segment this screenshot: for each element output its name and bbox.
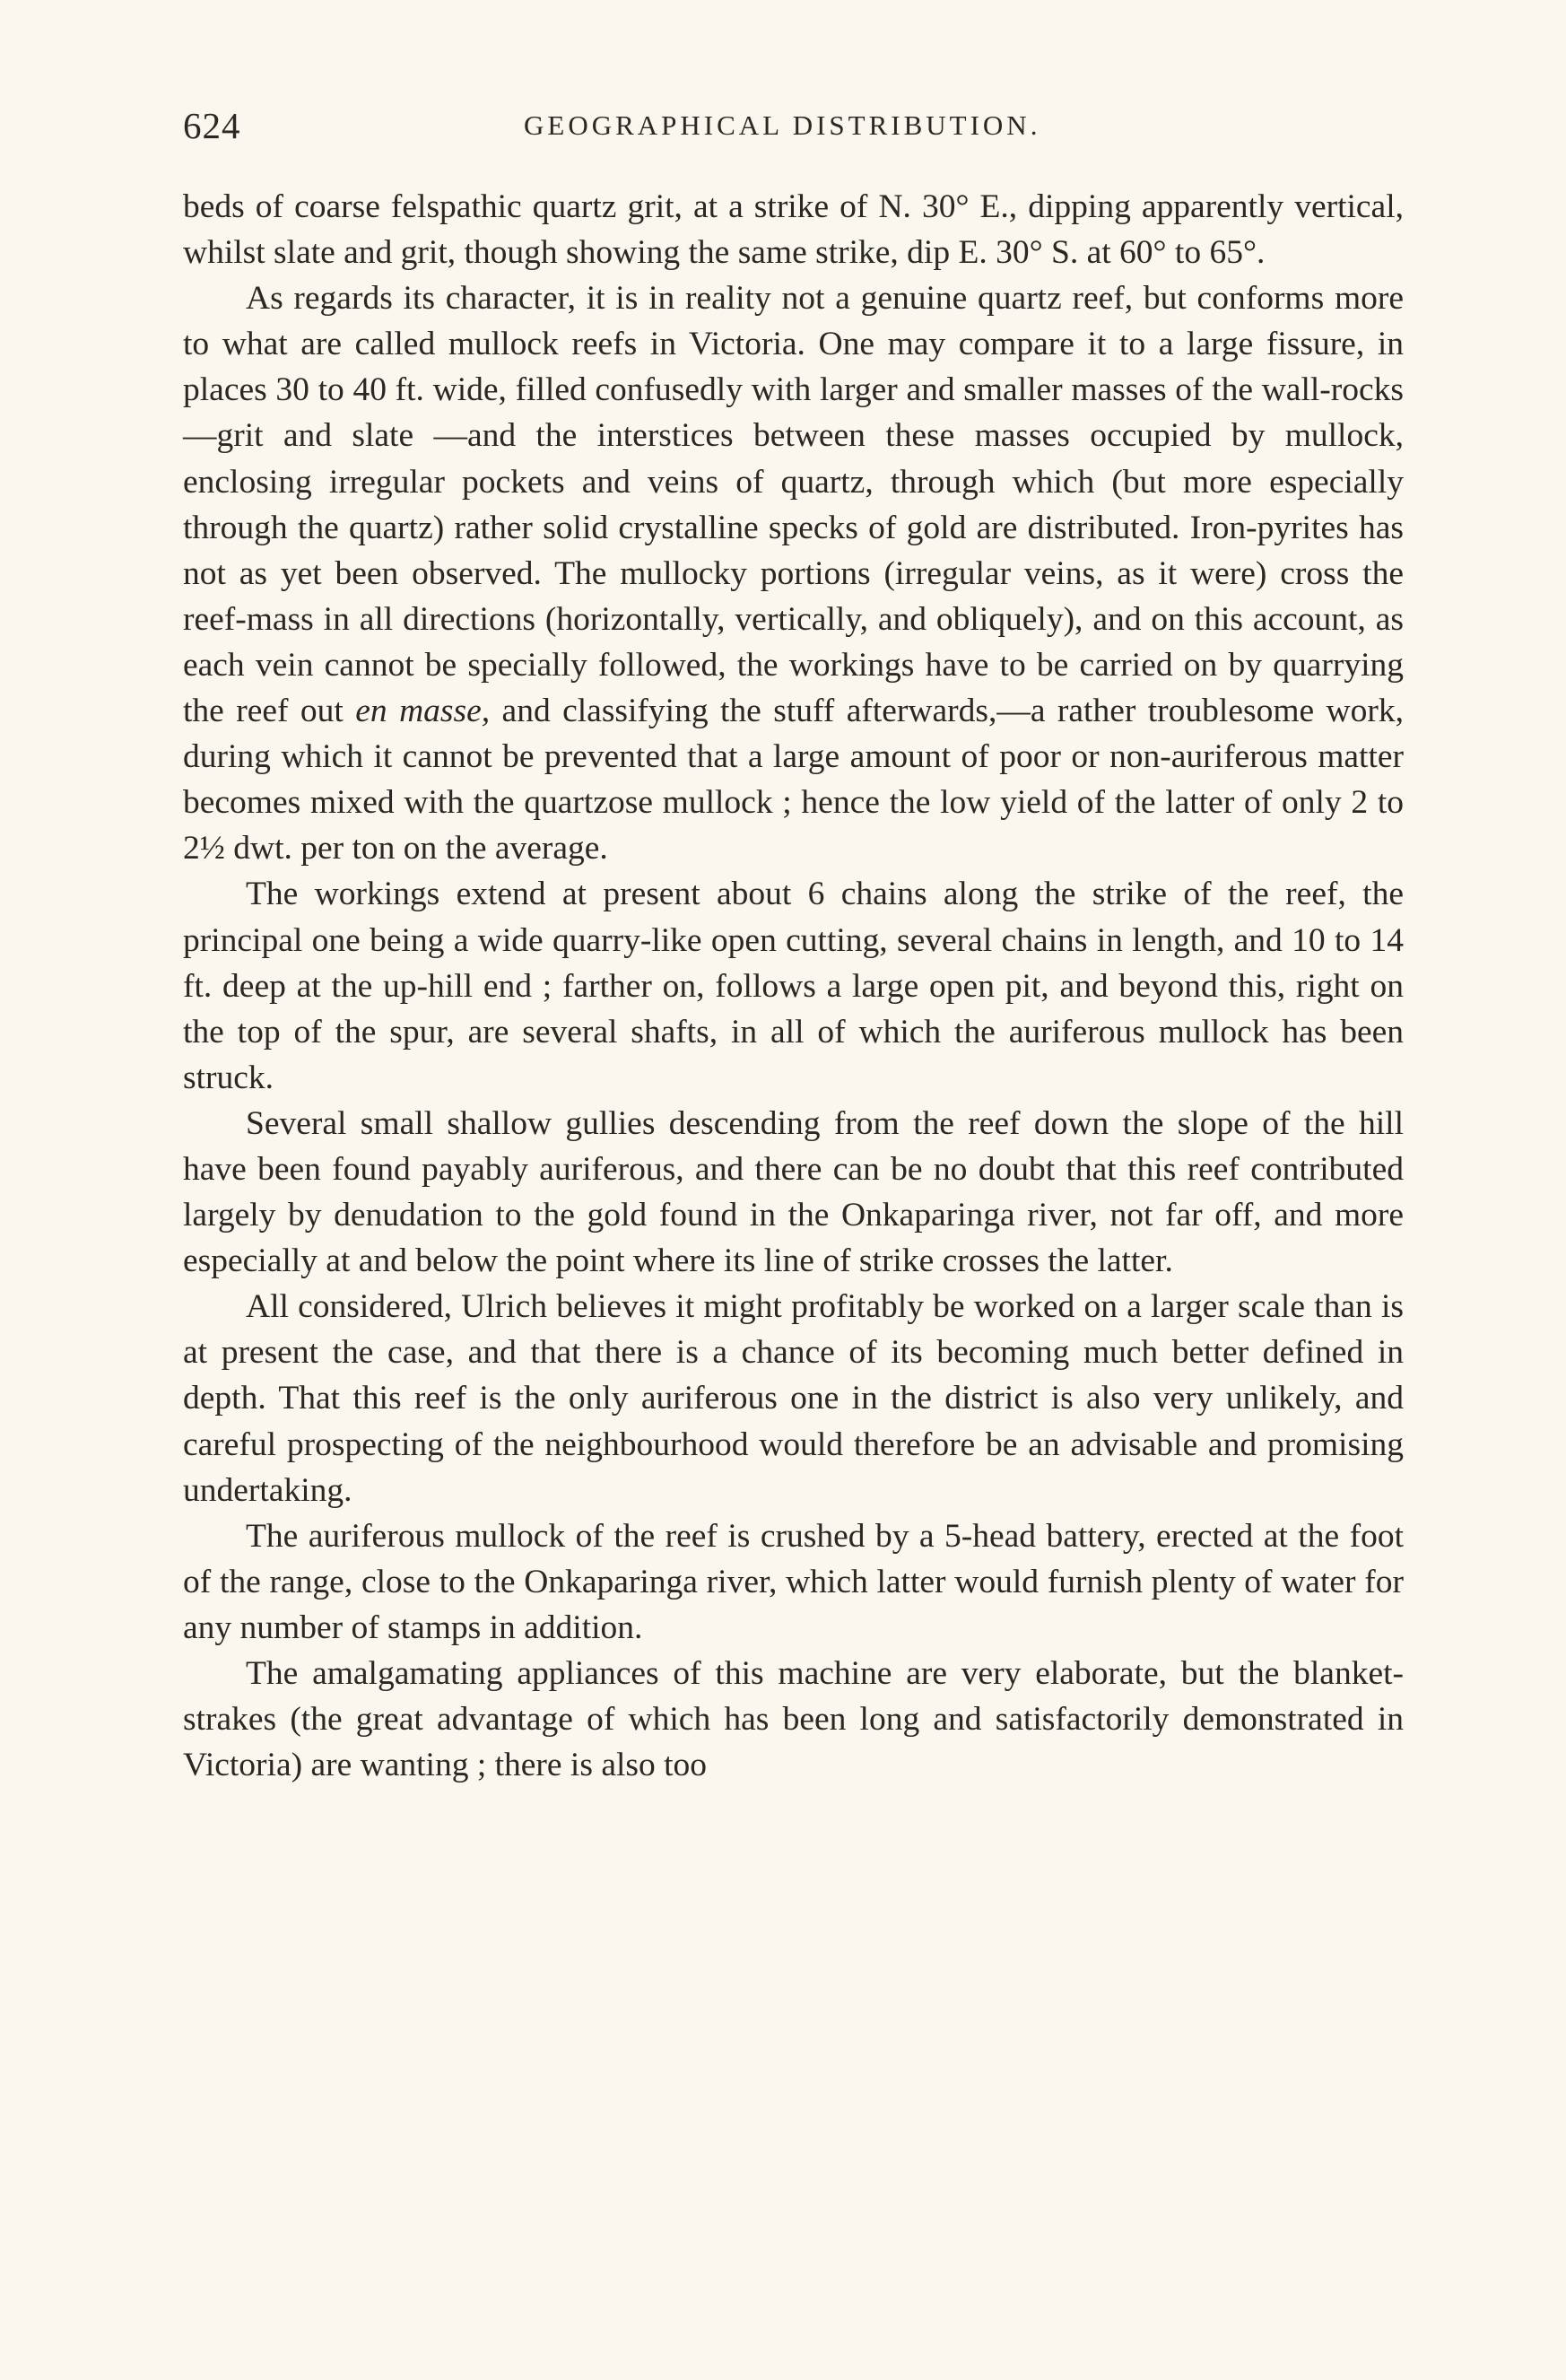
paragraph-6	[183, 1513, 1404, 1651]
paragraph-4-text: Several small shallow gullies descending from the reef down the slope of the hill have been found payably auriferous, and there can be no doubt that this reef contributed largely by denudation to the gold found in the Onkaparinga river, not far off, and more especially at and below the point where its line of strike crosses the latter.	[183, 1104, 1404, 1280]
paragraph-6-text: The auriferous mullock of the reef is crushed by a 5-head battery, erected at the foot of the range, close to the Onkaparinga river, which latter would furnish plenty of water for any number of stamps in addition.	[183, 1517, 1404, 1646]
running-title: GEOGRAPHICAL DISTRIBUTION.	[524, 109, 1041, 141]
paragraph-2	[183, 275, 1404, 871]
paragraph-3	[183, 871, 1404, 1100]
paragraph-4	[183, 1101, 1404, 1284]
paragraph-7	[183, 1651, 1404, 1788]
body-text	[183, 184, 1404, 1788]
page-header	[183, 104, 1412, 158]
paragraph-2-italic-phrase: en masse,	[355, 693, 491, 730]
paragraph-7-text: The amalgamating appliances of this machine are very elaborate, but the blanket-strakes (the great advantage of which has been long and satisfactorily demonstrated in Victoria) are wanting ; there is also too	[183, 1655, 1404, 1784]
paragraph-1-text: beds of coarse felspathic quartz grit, at a strike of N. 30° E., dipping apparently vertical, whilst slate and grit, though showing the same strike, dip E. 30° S. at 60° to 65°.	[183, 188, 1404, 272]
page-number: 624	[183, 105, 241, 146]
paragraph-5-text: All considered, Ulrich believes it might profitably be worked on a larger scale than is at present the case, and that there is a chance of its becoming much better defined in depth. That this reef is the only auriferous one in the district is also very unlikely, and careful prospecting of the neighbourhood would therefore be an advisable and promising undertaking.	[183, 1288, 1404, 1509]
paragraph-5	[183, 1284, 1404, 1513]
paragraph-1	[183, 184, 1404, 275]
paragraph-2-text: As regards its character, it is in reality not a genuine quartz reef, but conforms more to what are called mullock reefs in Victoria. One may compare it to a large fissure, in places 30 to 40 ft. wide, filled confusedly with larger and smaller masses of the wall-rocks—grit and slate —and the interstices between these masses occupied by mullock, enclosing irregular pockets and veins of quartz, through which (but more especially through the quartz) rather solid crystalline specks of gold are distributed. Iron-pyrites has not as yet been observed. The mullocky portions (irregular veins, as it were) cross the reef-mass in all directions (horizontally, vertically, and obliquely), and on this account, as each vein cannot be specially followed, the workings have to be carried on by quarrying the reef out	[183, 280, 1404, 730]
paragraph-2-text-continued: and classifying the stuff afterwards,—a rather troublesome work, during which it cannot be prevented that a large amount of poor or non-auriferous matter becomes mixed with the quartzose mullock ; hence the low yield of the latter of only 2 to 2½ dwt. per ton on the average.	[183, 693, 1404, 867]
paragraph-3-text: The workings extend at present about 6 chains along the strike of the reef, the principal one being a wide quarry-like open cutting, several chains in length, and 10 to 14 ft. deep at the up-hill end ; farther on, follows a large open pit, and beyond this, right on the top of the spur, are several shafts, in all of which the auriferous mullock has been struck.	[183, 876, 1404, 1096]
